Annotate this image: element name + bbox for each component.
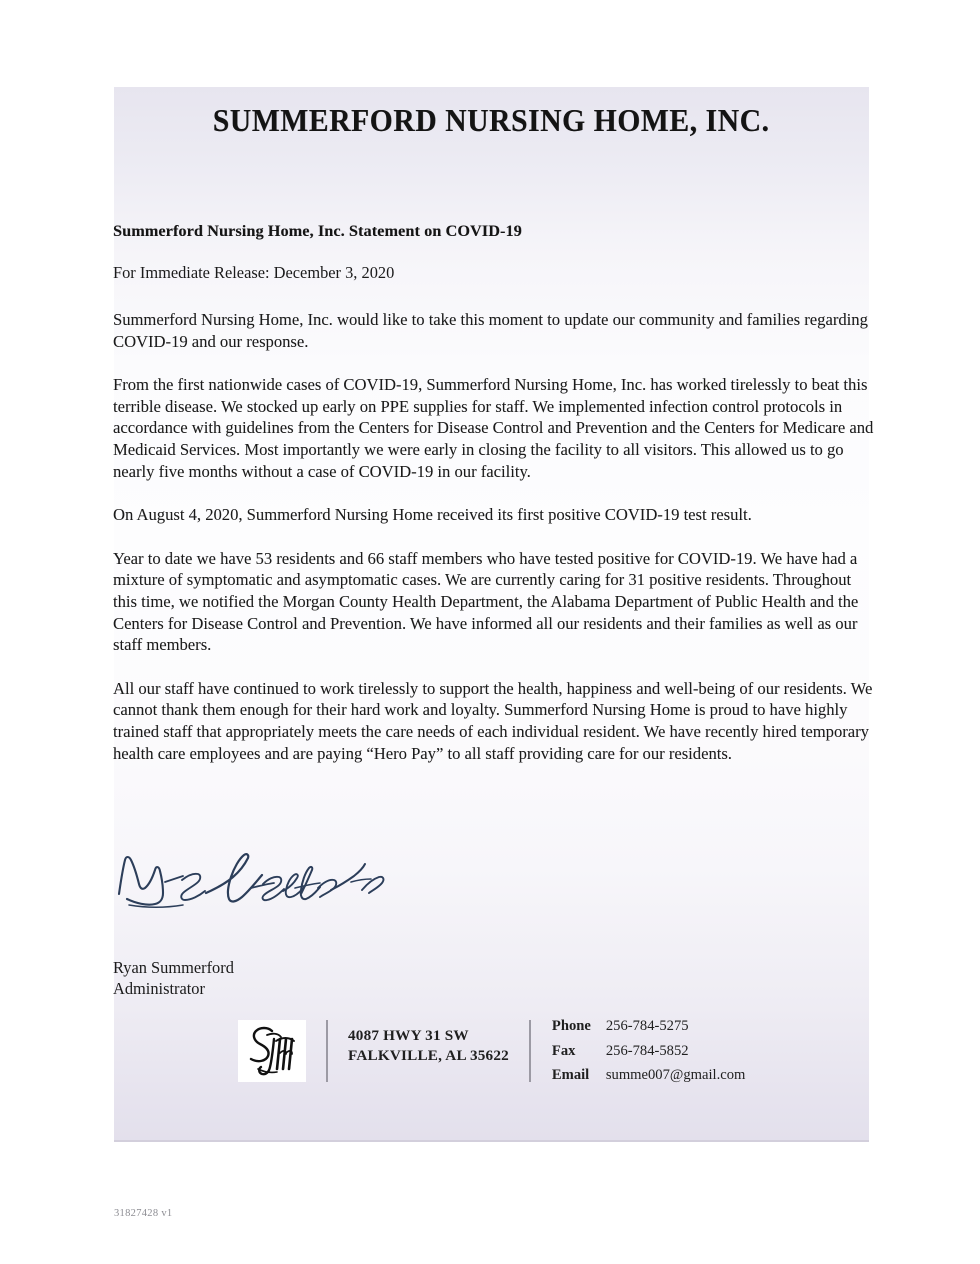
snh-monogram-logo-icon	[238, 1020, 306, 1082]
address-line-2: FALKVILLE, AL 35622	[348, 1047, 509, 1064]
footer-contact-strip	[238, 1016, 746, 1090]
signer-role: Administrator	[113, 979, 205, 998]
letter-body	[113, 222, 875, 764]
paragraph: Summerford Nursing Home, Inc. would like to take this moment to update our community and families regarding COVID-19 and our response.	[113, 310, 868, 351]
email-value[interactable]: summe007@gmail.com	[605, 1067, 746, 1084]
statement-subject-heading: Summerford Nursing Home, Inc. Statement on COVID-19	[113, 222, 522, 240]
fax-value: 256-784-5852	[605, 1042, 689, 1059]
paragraph: On August 4, 2020, Summerford Nursing Home received its first positive COVID-19 test result.	[113, 505, 752, 525]
signer-details	[113, 957, 234, 999]
footer-divider-2	[529, 1020, 531, 1082]
release-date-line: For Immediate Release: December 3, 2020	[113, 263, 395, 282]
letterhead	[114, 103, 869, 139]
footer-divider-1	[326, 1020, 328, 1082]
handwritten-signature-icon	[113, 846, 413, 926]
phone-label: Phone	[551, 1018, 591, 1034]
table-row	[551, 1041, 746, 1066]
paragraph: All our staff have continued to work tirelessly to support the health, happiness and well-being of our residents. We cannot thank them enough for their hard work and loyalty. Summerford Nursing Home is proud to have highly trained staff that appropriately meets the care needs of each individual resident. We have recently hired temporary health care employees and are paying “Hero Pay” to all staff providing care for our residents.	[113, 678, 873, 763]
phone-value: 256-784-5275	[605, 1018, 689, 1034]
footer-address	[348, 1016, 509, 1090]
email-label: Email	[551, 1067, 590, 1084]
table-row	[551, 1016, 746, 1041]
table-row	[551, 1065, 746, 1090]
fax-label: Fax	[551, 1042, 576, 1059]
signer-name: Ryan Summerford	[113, 958, 234, 977]
paragraph: Year to date we have 53 residents and 66 staff members who have tested positive for COVID-19. We have had a mixture of symptomatic and asymptomatic cases. We are currently caring for 31 positive residents. Throughout this time, we notified the Morgan County Health Department, the Alabama Department of Public Health and the Centers for Disease Control and Prevention. We have informed all our residents and their families as well as our staff members.	[113, 548, 859, 655]
footer-contact-table	[551, 1016, 746, 1090]
paragraph: From the first nationwide cases of COVID-19, Summerford Nursing Home, Inc. has worked tirelessly to beat this terrible disease. We stocked up early on PPE supplies for staff. We implemented infection control protocols in accordance with guidelines from the Centers for Disease Control and Prevention and the Centers for Medicare and Medicaid Services. Most importantly we were early in closing the facility to all visitors. This allowed us to go nearly five months without a case of COVID-19 in our facility.	[113, 375, 874, 481]
page-title: SUMMERFORD NURSING HOME, INC.	[213, 103, 770, 138]
address-line-1: 4087 HWY 31 SW	[348, 1027, 469, 1044]
signature-block	[113, 846, 533, 946]
document-reference-number: 31827428 v1	[114, 1208, 173, 1219]
